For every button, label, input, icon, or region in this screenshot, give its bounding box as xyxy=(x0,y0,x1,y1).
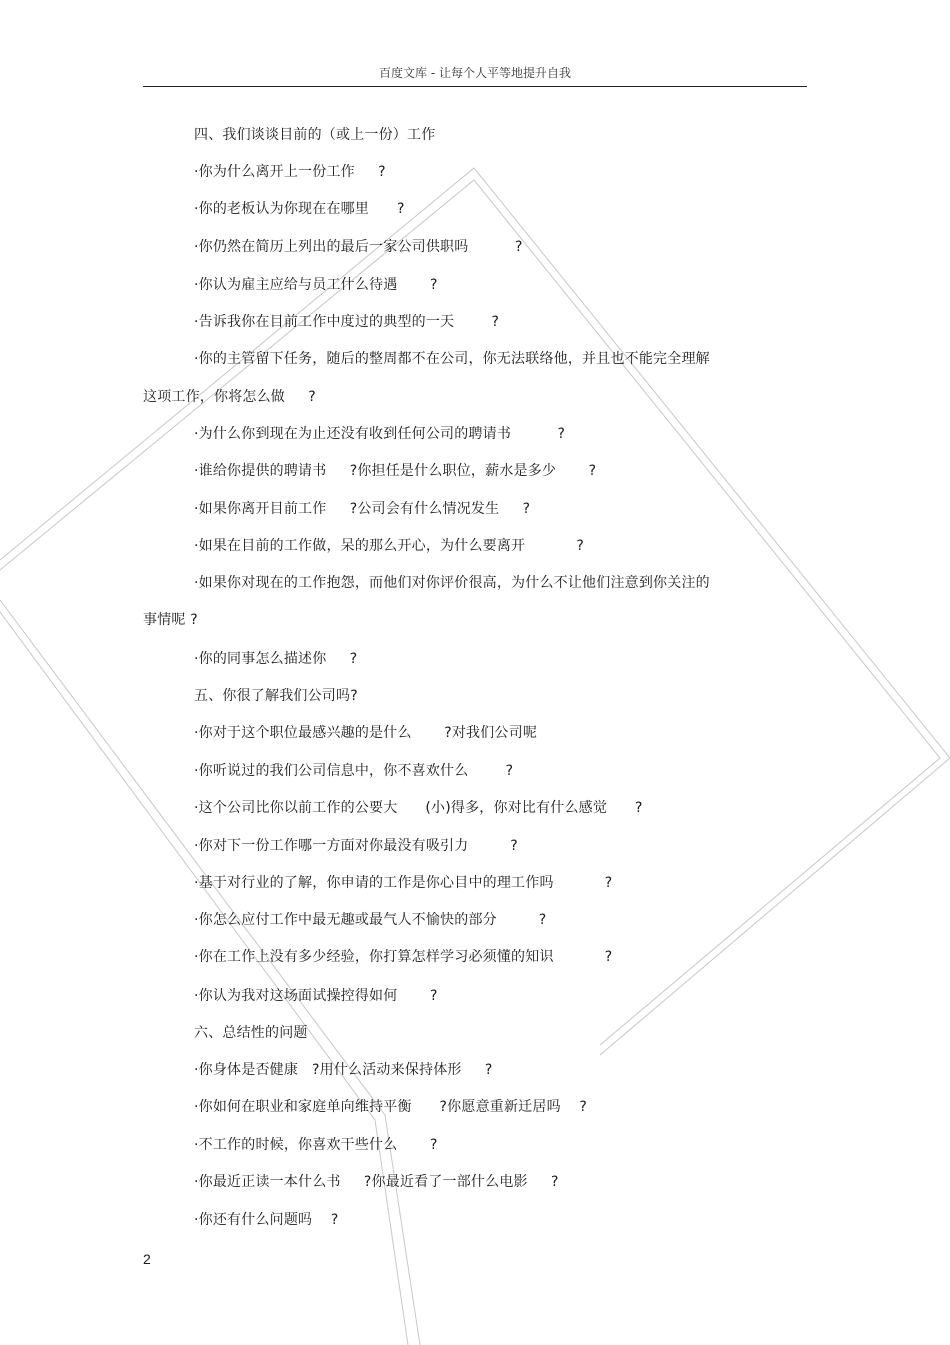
question-item: ·你听说过的我们公司信息中，你不喜欢什么 ? xyxy=(194,763,514,779)
question-item: ·如果你离开目前工作 ?公司会有什么情况发生 ? xyxy=(194,501,531,517)
question-item: ·这个公司比你以前工作的公要大 (小)得多，你对比有什么感觉 ? xyxy=(194,800,643,816)
question-item: ·你对下一份工作哪一方面对你最没有吸引力 ? xyxy=(194,838,518,854)
question-item: ·你的同事怎么描述你 ? xyxy=(194,651,358,667)
question-item: ·你的老板认为你现在在哪里 ? xyxy=(194,201,405,217)
question-item: ·你最近正读一本什么书 ?你最近看了一部什么电影 ? xyxy=(194,1174,559,1190)
question-item: ·你如何在职业和家庭单向维持平衡 ?你愿意重新迁居吗 ? xyxy=(194,1099,588,1115)
question-item: ·你的主管留下任务，随后的整周都不在公司，你无法联络他，并且也不能完全理解 xyxy=(194,351,710,367)
page-number: 2 xyxy=(143,1251,151,1267)
question-item: ·如果你对现在的工作抱怨，而他们对你评价很高，为什么不让他们注意到你关注的 xyxy=(194,575,710,591)
question-item: ·你怎么应付工作中最无趣或最气人不愉快的部分 ? xyxy=(194,912,547,928)
header-divider xyxy=(143,86,807,87)
question-item: ·不工作的时候，你喜欢干些什么 ? xyxy=(194,1137,438,1153)
question-item: ·你认为雇主应给与员工什么待遇 ? xyxy=(194,277,438,293)
section-heading: 四、我们谈谈目前的（或上一份）工作 xyxy=(194,127,436,143)
question-item-continuation: 事情呢 ? xyxy=(143,612,198,628)
question-item: ·你认为我对这场面试操控得如何 ? xyxy=(194,988,438,1004)
question-item: ·你仍然在简历上列出的最后一家公司供职吗 ? xyxy=(194,239,523,255)
question-item: ·你还有什么问题吗 ? xyxy=(194,1212,339,1228)
page-header: 百度文库 - 让每个人平等地提升自我 xyxy=(379,66,571,80)
section-heading: 五、你很了解我们公司吗? xyxy=(194,688,358,704)
question-item: ·你在工作上没有多少经验，你打算怎样学习必须懂的知识 ? xyxy=(194,949,613,965)
question-item: ·你为什么离开上一份工作 ? xyxy=(194,164,386,180)
question-item: ·谁给你提供的聘请书 ?你担任是什么职位，薪水是多少 ? xyxy=(194,463,597,479)
question-item-continuation: 这项工作，你将怎么做 ? xyxy=(143,389,316,405)
question-item: ·如果在目前的工作做，呆的那么开心，为什么要离开 ? xyxy=(194,538,585,554)
question-item: ·你对于这个职位最感兴趣的是什么 ?对我们公司呢 xyxy=(194,725,538,741)
question-item: ·为什么你到现在为止还没有收到任何公司的聘请书 ? xyxy=(194,426,566,442)
question-item: ·你身体是否健康 ?用什么活动来保持体形 ? xyxy=(194,1062,493,1078)
question-item: ·告诉我你在目前工作中度过的典型的一天 ? xyxy=(194,314,500,330)
section-heading: 六、总结性的问题 xyxy=(194,1025,308,1041)
question-item: ·基于对行业的了解，你申请的工作是你心目中的理工作吗 ? xyxy=(194,875,613,891)
